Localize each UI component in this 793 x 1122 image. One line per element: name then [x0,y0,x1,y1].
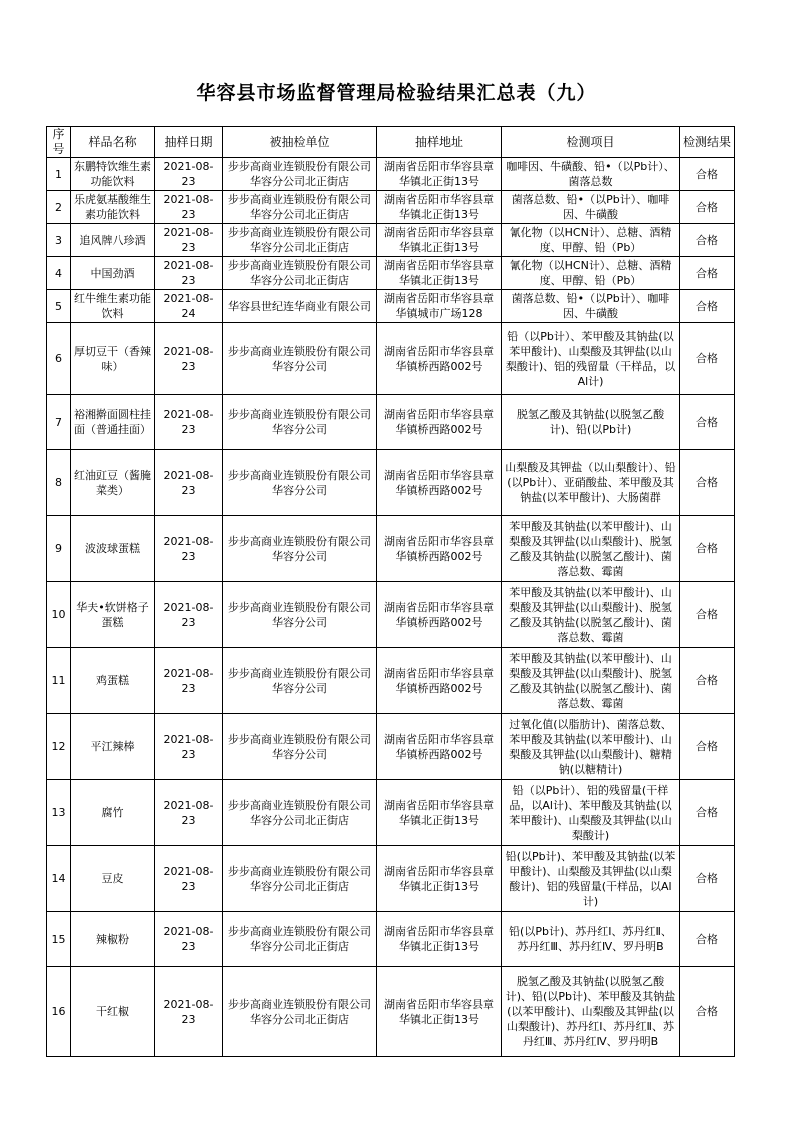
sample-address: 湖南省岳阳市华容县章华镇桥西路002号 [377,582,502,648]
test-items: 铅（以Pb计）、铝的残留量(干样品，以Al计)、苯甲酸及其钠盐(以苯甲酸计)、山梨酸及其钾盐(以山梨酸计) [502,780,680,846]
sample-date: 2021-08-23 [155,714,223,780]
sample-name: 平江辣棒 [71,714,155,780]
test-result: 合格 [680,395,735,450]
sample-date: 2021-08-23 [155,323,223,395]
row-number: 1 [47,158,71,191]
sample-name: 腐竹 [71,780,155,846]
header-test-result: 检测结果 [680,127,735,158]
sample-date: 2021-08-24 [155,290,223,323]
test-items: 脱氢乙酸及其钠盐(以脱氢乙酸计)、铅(以Pb计)、苯甲酸及其钠盐(以苯甲酸计)、山梨酸及其钾盐(以山梨酸计)、苏丹红Ⅰ、苏丹红Ⅱ、苏丹红Ⅲ、苏丹红Ⅳ、罗丹明B [502,967,680,1057]
header-no: 序号 [47,127,71,158]
row-number: 11 [47,648,71,714]
test-items: 铅（以Pb计）、苯甲酸及其钠盐(以苯甲酸计)、山梨酸及其钾盐(以山梨酸计)、铝的残留量（干样品，以Al计) [502,323,680,395]
sample-address: 湖南省岳阳市华容县章华镇桥西路002号 [377,395,502,450]
test-result: 合格 [680,912,735,967]
sample-address: 湖南省岳阳市华容县章华镇城市广场128 [377,290,502,323]
sample-address: 湖南省岳阳市华容县章华镇北正街13号 [377,780,502,846]
test-result: 合格 [680,257,735,290]
table-row [47,582,735,648]
test-result: 合格 [680,648,735,714]
test-result: 合格 [680,582,735,648]
sampled-unit: 步步高商业连锁股份有限公司华容分公司北正街店 [223,191,377,224]
sample-date: 2021-08-23 [155,846,223,912]
header-sampled-unit: 被抽检单位 [223,127,377,158]
table-row [47,395,735,450]
sampled-unit: 步步高商业连锁股份有限公司华容分公司 [223,395,377,450]
sample-date: 2021-08-23 [155,780,223,846]
test-items: 苯甲酸及其钠盐(以苯甲酸计)、山梨酸及其钾盐(以山梨酸计)、脱氢乙酸及其钠盐(以脱氢乙酸计)、菌落总数、霉菌 [502,648,680,714]
sample-name: 辣椒粉 [71,912,155,967]
test-items: 咖啡因、牛磺酸、铅•（以Pb计）、菌落总数 [502,158,680,191]
row-number: 2 [47,191,71,224]
sample-name: 鸡蛋糕 [71,648,155,714]
row-number: 4 [47,257,71,290]
row-number: 7 [47,395,71,450]
sample-name: 乐虎氨基酸维生素功能饮料 [71,191,155,224]
sample-address: 湖南省岳阳市华容县章华镇桥西路002号 [377,450,502,516]
results-table [46,126,735,1057]
sample-address: 湖南省岳阳市华容县章华镇北正街13号 [377,912,502,967]
row-number: 16 [47,967,71,1057]
test-items: 铅(以Pb计)、苏丹红Ⅰ、苏丹红Ⅱ、苏丹红Ⅲ、苏丹红Ⅳ、罗丹明B [502,912,680,967]
test-items: 过氧化值(以脂肪计)、菌落总数、苯甲酸及其钠盐(以苯甲酸计)、山梨酸及其钾盐(以山梨酸计)、糖精钠(以糖精计) [502,714,680,780]
sampled-unit: 步步高商业连锁股份有限公司华容分公司 [223,323,377,395]
sample-address: 湖南省岳阳市华容县章华镇北正街13号 [377,224,502,257]
test-items: 山梨酸及其钾盐（以山梨酸计）、铅(以Pb计）、亚硝酸盐、苯甲酸及其钠盐(以苯甲酸计)、大肠菌群 [502,450,680,516]
sample-name: 红牛维生素功能饮料 [71,290,155,323]
sample-address: 湖南省岳阳市华容县章华镇北正街13号 [377,191,502,224]
test-result: 合格 [680,158,735,191]
sample-date: 2021-08-23 [155,191,223,224]
sample-date: 2021-08-23 [155,158,223,191]
table-row [47,323,735,395]
test-items: 苯甲酸及其钠盐(以苯甲酸计)、山梨酸及其钾盐(以山梨酸计)、脱氢乙酸及其钠盐(以脱氢乙酸计)、菌落总数、霉菌 [502,582,680,648]
sample-address: 湖南省岳阳市华容县章华镇北正街13号 [377,257,502,290]
header-sample-address: 抽样地址 [377,127,502,158]
sampled-unit: 步步高商业连锁股份有限公司华容分公司北正街店 [223,967,377,1057]
test-result: 合格 [680,846,735,912]
sample-name: 厚切豆干（香辣味） [71,323,155,395]
sample-address: 湖南省岳阳市华容县章华镇桥西路002号 [377,516,502,582]
sample-date: 2021-08-23 [155,648,223,714]
sample-date: 2021-08-23 [155,516,223,582]
sampled-unit: 步步高商业连锁股份有限公司华容分公司 [223,648,377,714]
sample-date: 2021-08-23 [155,395,223,450]
sampled-unit: 步步高商业连锁股份有限公司华容分公司 [223,714,377,780]
test-result: 合格 [680,967,735,1057]
sample-name: 中国劲酒 [71,257,155,290]
sampled-unit: 步步高商业连锁股份有限公司华容分公司北正街店 [223,780,377,846]
sampled-unit: 步步高商业连锁股份有限公司华容分公司北正街店 [223,257,377,290]
table-row [47,224,735,257]
test-result: 合格 [680,224,735,257]
test-items: 苯甲酸及其钠盐(以苯甲酸计)、山梨酸及其钾盐(以山梨酸计)、脱氢乙酸及其钠盐(以脱氢乙酸计)、菌落总数、霉菌 [502,516,680,582]
table-row [47,714,735,780]
test-result: 合格 [680,714,735,780]
test-items: 铅(以Pb计)、苯甲酸及其钠盐(以苯甲酸计)、山梨酸及其钾盐(以山梨酸计)、铝的残留量(干样品，以Al计) [502,846,680,912]
row-number: 6 [47,323,71,395]
row-number: 12 [47,714,71,780]
table-row [47,648,735,714]
sample-date: 2021-08-23 [155,912,223,967]
row-number: 13 [47,780,71,846]
sampled-unit: 步步高商业连锁股份有限公司华容分公司北正街店 [223,224,377,257]
sample-name: 华夫•软饼格子蛋糕 [71,582,155,648]
sample-name: 红油豇豆（酱腌菜类） [71,450,155,516]
test-items: 菌落总数、铅•（以Pb计）、咖啡因、牛磺酸 [502,290,680,323]
sampled-unit: 步步高商业连锁股份有限公司华容分公司 [223,582,377,648]
sample-name: 豆皮 [71,846,155,912]
sample-address: 湖南省岳阳市华容县章华镇北正街13号 [377,846,502,912]
sampled-unit: 步步高商业连锁股份有限公司华容分公司北正街店 [223,912,377,967]
sample-name: 裕湘擀面圆柱挂面（普通挂面） [71,395,155,450]
sample-date: 2021-08-23 [155,582,223,648]
table-row [47,780,735,846]
header-sample-date: 抽样日期 [155,127,223,158]
table-row [47,257,735,290]
test-result: 合格 [680,290,735,323]
row-number: 14 [47,846,71,912]
test-items: 菌落总数、铅•（以Pb计）、咖啡因、牛磺酸 [502,191,680,224]
test-result: 合格 [680,780,735,846]
sample-date: 2021-08-23 [155,450,223,516]
sample-address: 湖南省岳阳市华容县章华镇北正街13号 [377,158,502,191]
sample-name: 追风牌八珍酒 [71,224,155,257]
test-result: 合格 [680,450,735,516]
sampled-unit: 步步高商业连锁股份有限公司华容分公司北正街店 [223,846,377,912]
table-row [47,158,735,191]
table-row [47,967,735,1057]
table-row [47,516,735,582]
table-row [47,846,735,912]
sample-address: 湖南省岳阳市华容县章华镇北正街13号 [377,967,502,1057]
test-result: 合格 [680,323,735,395]
test-result: 合格 [680,516,735,582]
row-number: 10 [47,582,71,648]
header-sample-name: 样品名称 [71,127,155,158]
sample-address: 湖南省岳阳市华容县章华镇桥西路002号 [377,323,502,395]
header-test-items: 检测项目 [502,127,680,158]
row-number: 15 [47,912,71,967]
test-items: 脱氢乙酸及其钠盐(以脱氢乙酸计)、铅(以Pb计) [502,395,680,450]
sampled-unit: 华容县世纪连华商业有限公司 [223,290,377,323]
test-items: 氰化物（以HCN计）、总糖、酒精度、甲醇、铅（Pb） [502,257,680,290]
table-row [47,191,735,224]
page-title: 华容县市场监督管理局检验结果汇总表（九） [196,82,597,104]
row-number: 9 [47,516,71,582]
row-number: 5 [47,290,71,323]
sample-name: 干红椒 [71,967,155,1057]
sample-date: 2021-08-23 [155,967,223,1057]
row-number: 8 [47,450,71,516]
table-header-row [47,127,735,158]
sample-address: 湖南省岳阳市华容县章华镇桥西路002号 [377,648,502,714]
row-number: 3 [47,224,71,257]
table-row [47,290,735,323]
sampled-unit: 步步高商业连锁股份有限公司华容分公司 [223,450,377,516]
sample-date: 2021-08-23 [155,224,223,257]
sampled-unit: 步步高商业连锁股份有限公司华容分公司北正街店 [223,158,377,191]
sample-date: 2021-08-23 [155,257,223,290]
test-result: 合格 [680,191,735,224]
sample-name: 东鹏特饮维生素功能饮料 [71,158,155,191]
table-row [47,912,735,967]
sampled-unit: 步步高商业连锁股份有限公司华容分公司 [223,516,377,582]
sample-address: 湖南省岳阳市华容县章华镇桥西路002号 [377,714,502,780]
table-row [47,450,735,516]
sample-name: 波波球蛋糕 [71,516,155,582]
test-items: 氰化物（以HCN计）、总糖、酒精度、甲醇、铅（Pb） [502,224,680,257]
